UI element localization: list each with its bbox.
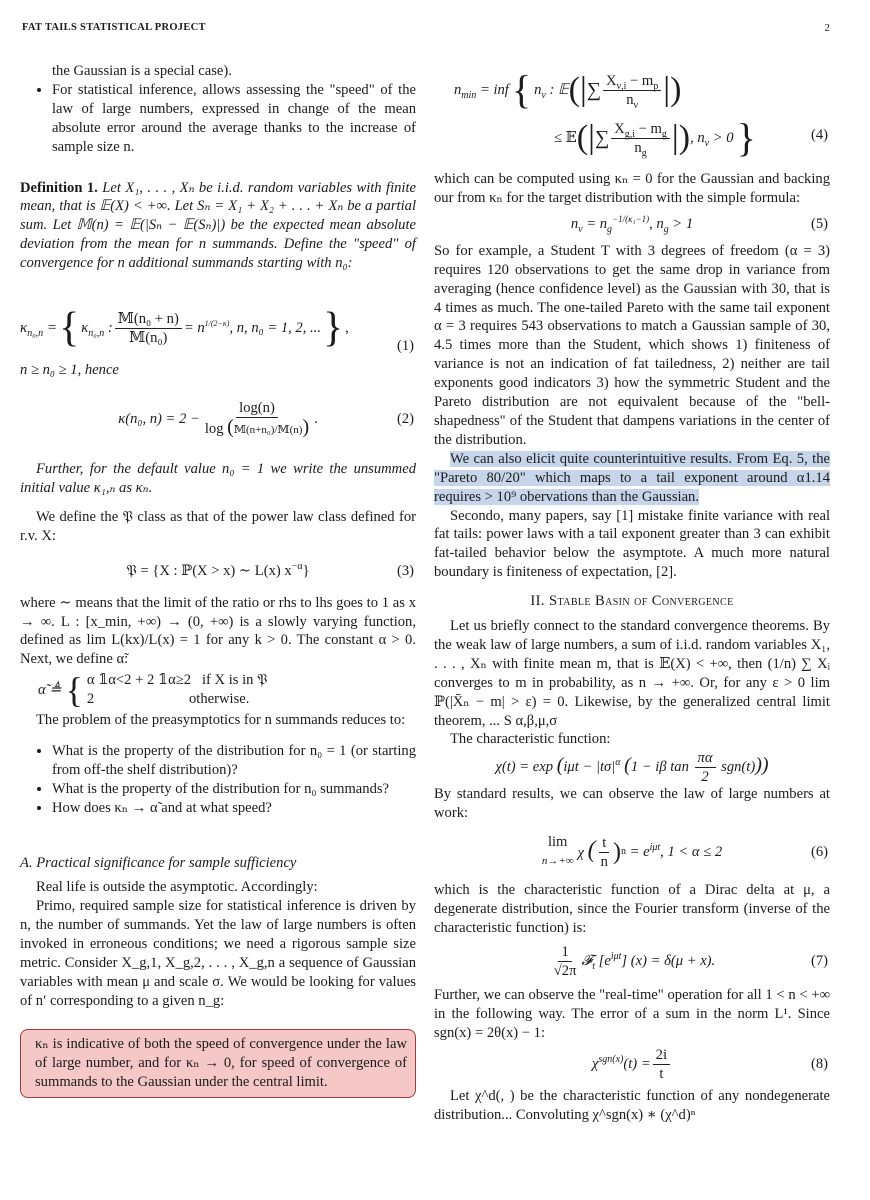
real-life-paragraph: Real life is outside the asymptotic. Accordingly: — [36, 879, 318, 896]
question-2: • What is the property of the distribution for n₀ summands? — [52, 780, 416, 799]
bullet-inference: • For statistical inference, allows assessing the "speed" of the law of large numbers, expressed in change of the mean absolute error around the average thanks to the increase of sample size n. — [52, 81, 416, 157]
question-bullets — [20, 742, 416, 818]
equation-5: $n_\nu = n_g^{-1/(\kappa_1-1)}$, $n_g > 1$ (5) — [570, 214, 828, 236]
secondo-paragraph: Secondo, many papers, say [1] mistake finite variance with real fat tails: power laws with a tail exponent greater than 3 can exhibit fat-tailed behavior below the asymptote. A much more natural boundary is finiteness of expectation, [2]. — [434, 507, 830, 581]
charfun-intro: The characteristic function: — [450, 731, 611, 748]
where-paragraph: where ∼ means that the limit of the ratio or rhs to lhs goes to 1 as x → ∞. L : [x_min, +∞) → (0, +∞) is a slowly varying function, defined as lim L(kx)/L(x) = 1 for any k > 0. The constant α > 0. Next, we define α̃: — [20, 594, 416, 668]
alpha-tilde-definition: α̃ ≜ { α 𝟙α<2 + 2 𝟙α≥2 if X is in 𝔓 2 otherwise. — [38, 669, 268, 710]
equation-2: κ(n₀, n) = 2 − $\frac{\log(n)}{\text{log (𝕄(n+n₀)/𝕄(n))}}$ . (2) — [118, 399, 414, 438]
dirac-paragraph: which is the characteristic function of a Dirac delta at μ, a degenerate distribution, since the Fourier transform (inverse of the characteristic function) is: — [434, 882, 830, 936]
section-heading: II. Stable Basin of Convergence — [530, 593, 734, 610]
last-paragraph: Let χ^d(, ) be the characteristic function of any nondegenerate distribution... Convoluting χ^sgn(x) ∗ (χ^d)ⁿ — [434, 1087, 830, 1123]
question-1: • What is the property of the distribution for n₀ = 1 (or starting from off-the shelf distribution)? — [52, 742, 416, 780]
computed-paragraph: which can be computed using κₙ = 0 for the Gaussian and backing our from κₙ for the target distribution with the simple formula: — [434, 171, 830, 206]
equation-8: $\chi^{sgn(x)}(t)$ = $\frac{2i}{t}$ (8) — [591, 1047, 828, 1083]
eq1-number: (1) — [396, 338, 414, 355]
primo-paragraph: Primo, required sample size for statistical inference is driven by n, the number of summands. Yet the law of large numbers is often invoked in erroneous conditions; we need a rigorous sample size metric. Consider X_g,1, X_g,2, . . . , X_g,n a sequence of Gaussian variables with mean μ and scale σ. We would be looking for values of n′ corresponding to a given n_g: — [20, 898, 416, 1009]
definition-label: Definition 1. — [20, 179, 98, 196]
running-header: FAT TAILS STATISTICAL PROJECT — [22, 22, 206, 33]
eq7-number: (7) — [810, 953, 828, 970]
eq4-number: (4) — [810, 127, 828, 143]
realtime-paragraph: Further, we can observe the "real-time" operation for all 1 < n < +∞ in the following way. The error of a sum in the norm L¹. Since sgn(x) = 2θ(x) − 1: — [434, 986, 830, 1041]
intro-bullets — [20, 81, 416, 157]
alpha-case-2: 2 otherwise. — [86, 691, 250, 708]
eq1-condition: n ≥ n₀ ≥ 1, hence — [20, 362, 119, 379]
question-3: • How does κₙ → α̃ and at what speed? — [52, 799, 416, 818]
by-standard-paragraph: By standard results, we can observe the law of large numbers at work: — [434, 786, 830, 822]
equation-6: lim n→+∞ χ ( $\frac{t}{n}$ ) n = $e^{i\mu t}$, 1 < α ≤ 2 (6) — [541, 834, 828, 870]
definition-text: Let X₁, . . . , Xₙ be i.i.d. random variables with finite mean, that is 𝔼(X) < +∞. Let Sₙ = X₁ + X₂ + . . . + Xₙ be a partial sum. Let 𝕄(n) = 𝔼(|Sₙ − 𝔼(Sₙ)|) be the expected mean absolute deviation from the mean for n summands. Define the "speed" of convergence for n additional summands starting with n₀: — [20, 179, 417, 272]
page-number: 2 — [824, 22, 830, 34]
highlighted-text: We can also elicit quite counterintuitive results. From Eq. 5, the "Pareto 80/20" which maps to a tail exponent around α1.14 requires > 10⁹ obervations than the Gaussian. — [434, 450, 830, 505]
stable-paragraph: Let us briefly connect to the standard convergence theorems. By the weak law of large numbers, a sum of i.i.d. random variables X₁, . . . , Xₙ with finite mean m, that is 𝔼(X) < +∞, then (1/n) ∑ Xᵢ converges to m in probability, as n → +∞. Or, for any ε > 0 lim ℙ(|X̄ₙ − m| > ε) = 0. Likewise, by the generalized central limit theorem, ... S α,β,μ,σ — [434, 618, 830, 729]
equation-1: $\kappa_{n_0,n}$ = { $\kappa_{n_0,n}$ : $\frac{\text{𝕄(n₀ + n)}}{\text{𝕄(n₀)}}$ = $n^{1/(2-\kappa)}$, n, n₀ = 1, 2, ... } , (1) — [20, 304, 414, 355]
problem-paragraph: The problem of the preasymptotics for n summands reduces to: — [36, 712, 406, 729]
equation-7: $\frac{1}{√2\pi}$ 𝓕$_t$ $[e^{i\mu t}] (x) = \delta(\mu + x)$. (7) — [553, 944, 828, 980]
eq6-number: (6) — [810, 843, 828, 860]
equation-4: $n_{min}$ = inf { $n_\nu$ : 𝔼 (| ∑ $\frac{X_{\nu,i} - m_p}{n_\nu}$ |) ≤ 𝔼 (| ∑ $\frac{X_{g,i} - m_g}{n_g}$ |) , $n_\nu > 0$ } (4) — [454, 67, 828, 161]
definition-1 — [20, 179, 416, 274]
further-paragraph: Further, for the default value n₀ = 1 we write the unsummed initial value κ₁,ₙ as κₙ. — [20, 460, 416, 496]
eq2-number: (2) — [396, 410, 414, 427]
left-column — [20, 62, 416, 1098]
eq8-number: (8) — [810, 1056, 828, 1073]
define-p-class: We define the 𝔓 class as that of the power law class defined for r.v. X: — [20, 508, 416, 544]
right-column — [434, 62, 830, 1124]
alpha-case-1: α 𝟙α<2 + 2 𝟙α≥2 if X is in 𝔓 — [86, 672, 268, 689]
charfun-equation: $\chi(t) = \exp (i\mu t - |t\sigma|^\alpha$ (1 − iβ tan $\frac{\pi\alpha}{2}$ sgn(t))) — [495, 749, 769, 785]
callout-box — [20, 1029, 416, 1098]
eq3-body: 𝔓 = {X : ℙ(X > x) ∼ L(x) x — [126, 563, 292, 580]
eq5-number: (5) — [810, 216, 828, 233]
equation-3: 𝔓 = {X : ℙ(X > x) ∼ L(x) $x^{-\alpha}$} (3) — [126, 561, 414, 580]
subsection-heading: A. Practical significance for sample sufficiency — [20, 854, 297, 871]
example-paragraph: So for example, a Student T with 3 degrees of freedom (α = 3) requires 120 observations to get the same drop in variance from averaging (hence confidence level) as the Gaussian with 30, that is 4 times as much. The one-tailed Pareto with the same tail exponent α = 3 requires 543 observations to match a Gaussian sample of 30, 4.5 times more than the Student, which shows 1) finiteness of variance is not an indication of fat tailedness, 2) neither are tail exponents good indicators 3) how the symmetric Student and the Pareto distribution are not equivalent because of the "bell-shapedness" of the Student that dampens variations in the center of the distribution. — [434, 242, 830, 448]
highlighted-paragraph — [434, 450, 830, 507]
callout-text: κₙ is indicative of both the speed of convergence under the law of large number, and for κₙ → 0, for speed of convergence of summands to the Gaussian under the central limit. — [35, 1035, 407, 1090]
eq3-number: (3) — [396, 563, 414, 580]
continuation-line: the Gaussian is a special case). — [52, 63, 232, 79]
